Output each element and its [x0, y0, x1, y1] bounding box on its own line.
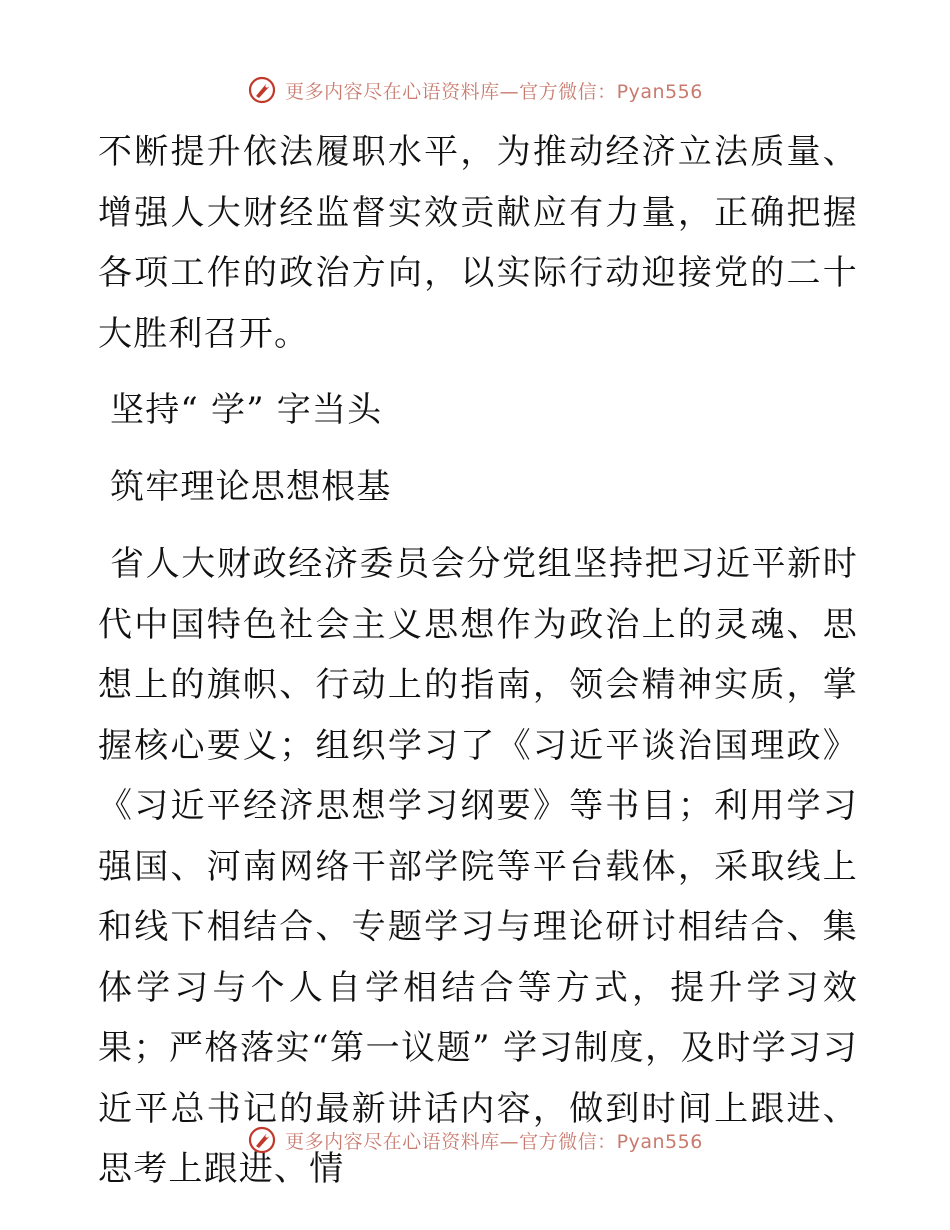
section-heading-1: 坚持“ 学” 字当头 [110, 390, 383, 430]
paragraph-2: 省人大财政经济委员会分党组坚持把习近平新时代中国特色社会主义思想作为政治上的灵魂、思想上的旗帜、行动上的指南，领会精神实质，掌握核心要义；组织学习了《习近平谈治国理政》 《习近平经济思想学习纲要》等书目；利用学习强国、河南网络干部学院等平台载体，采取线上和线下相结合、专题学习与理论研讨相结合、集体学习与个人自学相结合等方式，提升学习效果；严格落实“第一议题” 学习制度，及时学习习近平总书记的最新讲话内容，做到时间上跟进、思考上跟进、情 [98, 544, 858, 1189]
watermark-text: 更多内容尽在心语资料库—官方微信：Pyan556 [285, 1130, 703, 1153]
watermark-text: 更多内容尽在心语资料库—官方微信：Pyan556 [285, 80, 703, 103]
watermark-banner-bottom [0, 1120, 950, 1160]
section-heading-2: 筑牢理论思想根基 [110, 467, 392, 507]
pen-nib-logo-icon [247, 1125, 277, 1155]
pen-nib-logo-icon [247, 75, 277, 105]
document-body [98, 122, 858, 1216]
paragraph-1: 不断提升依法履职水平，为推动经济立法质量、增强人大财经监督实效贡献应有力量，正确把握各项工作的政治方向，以实际行动迎接党的二十大胜利召开。 [98, 132, 858, 354]
watermark-banner-top [0, 70, 950, 110]
